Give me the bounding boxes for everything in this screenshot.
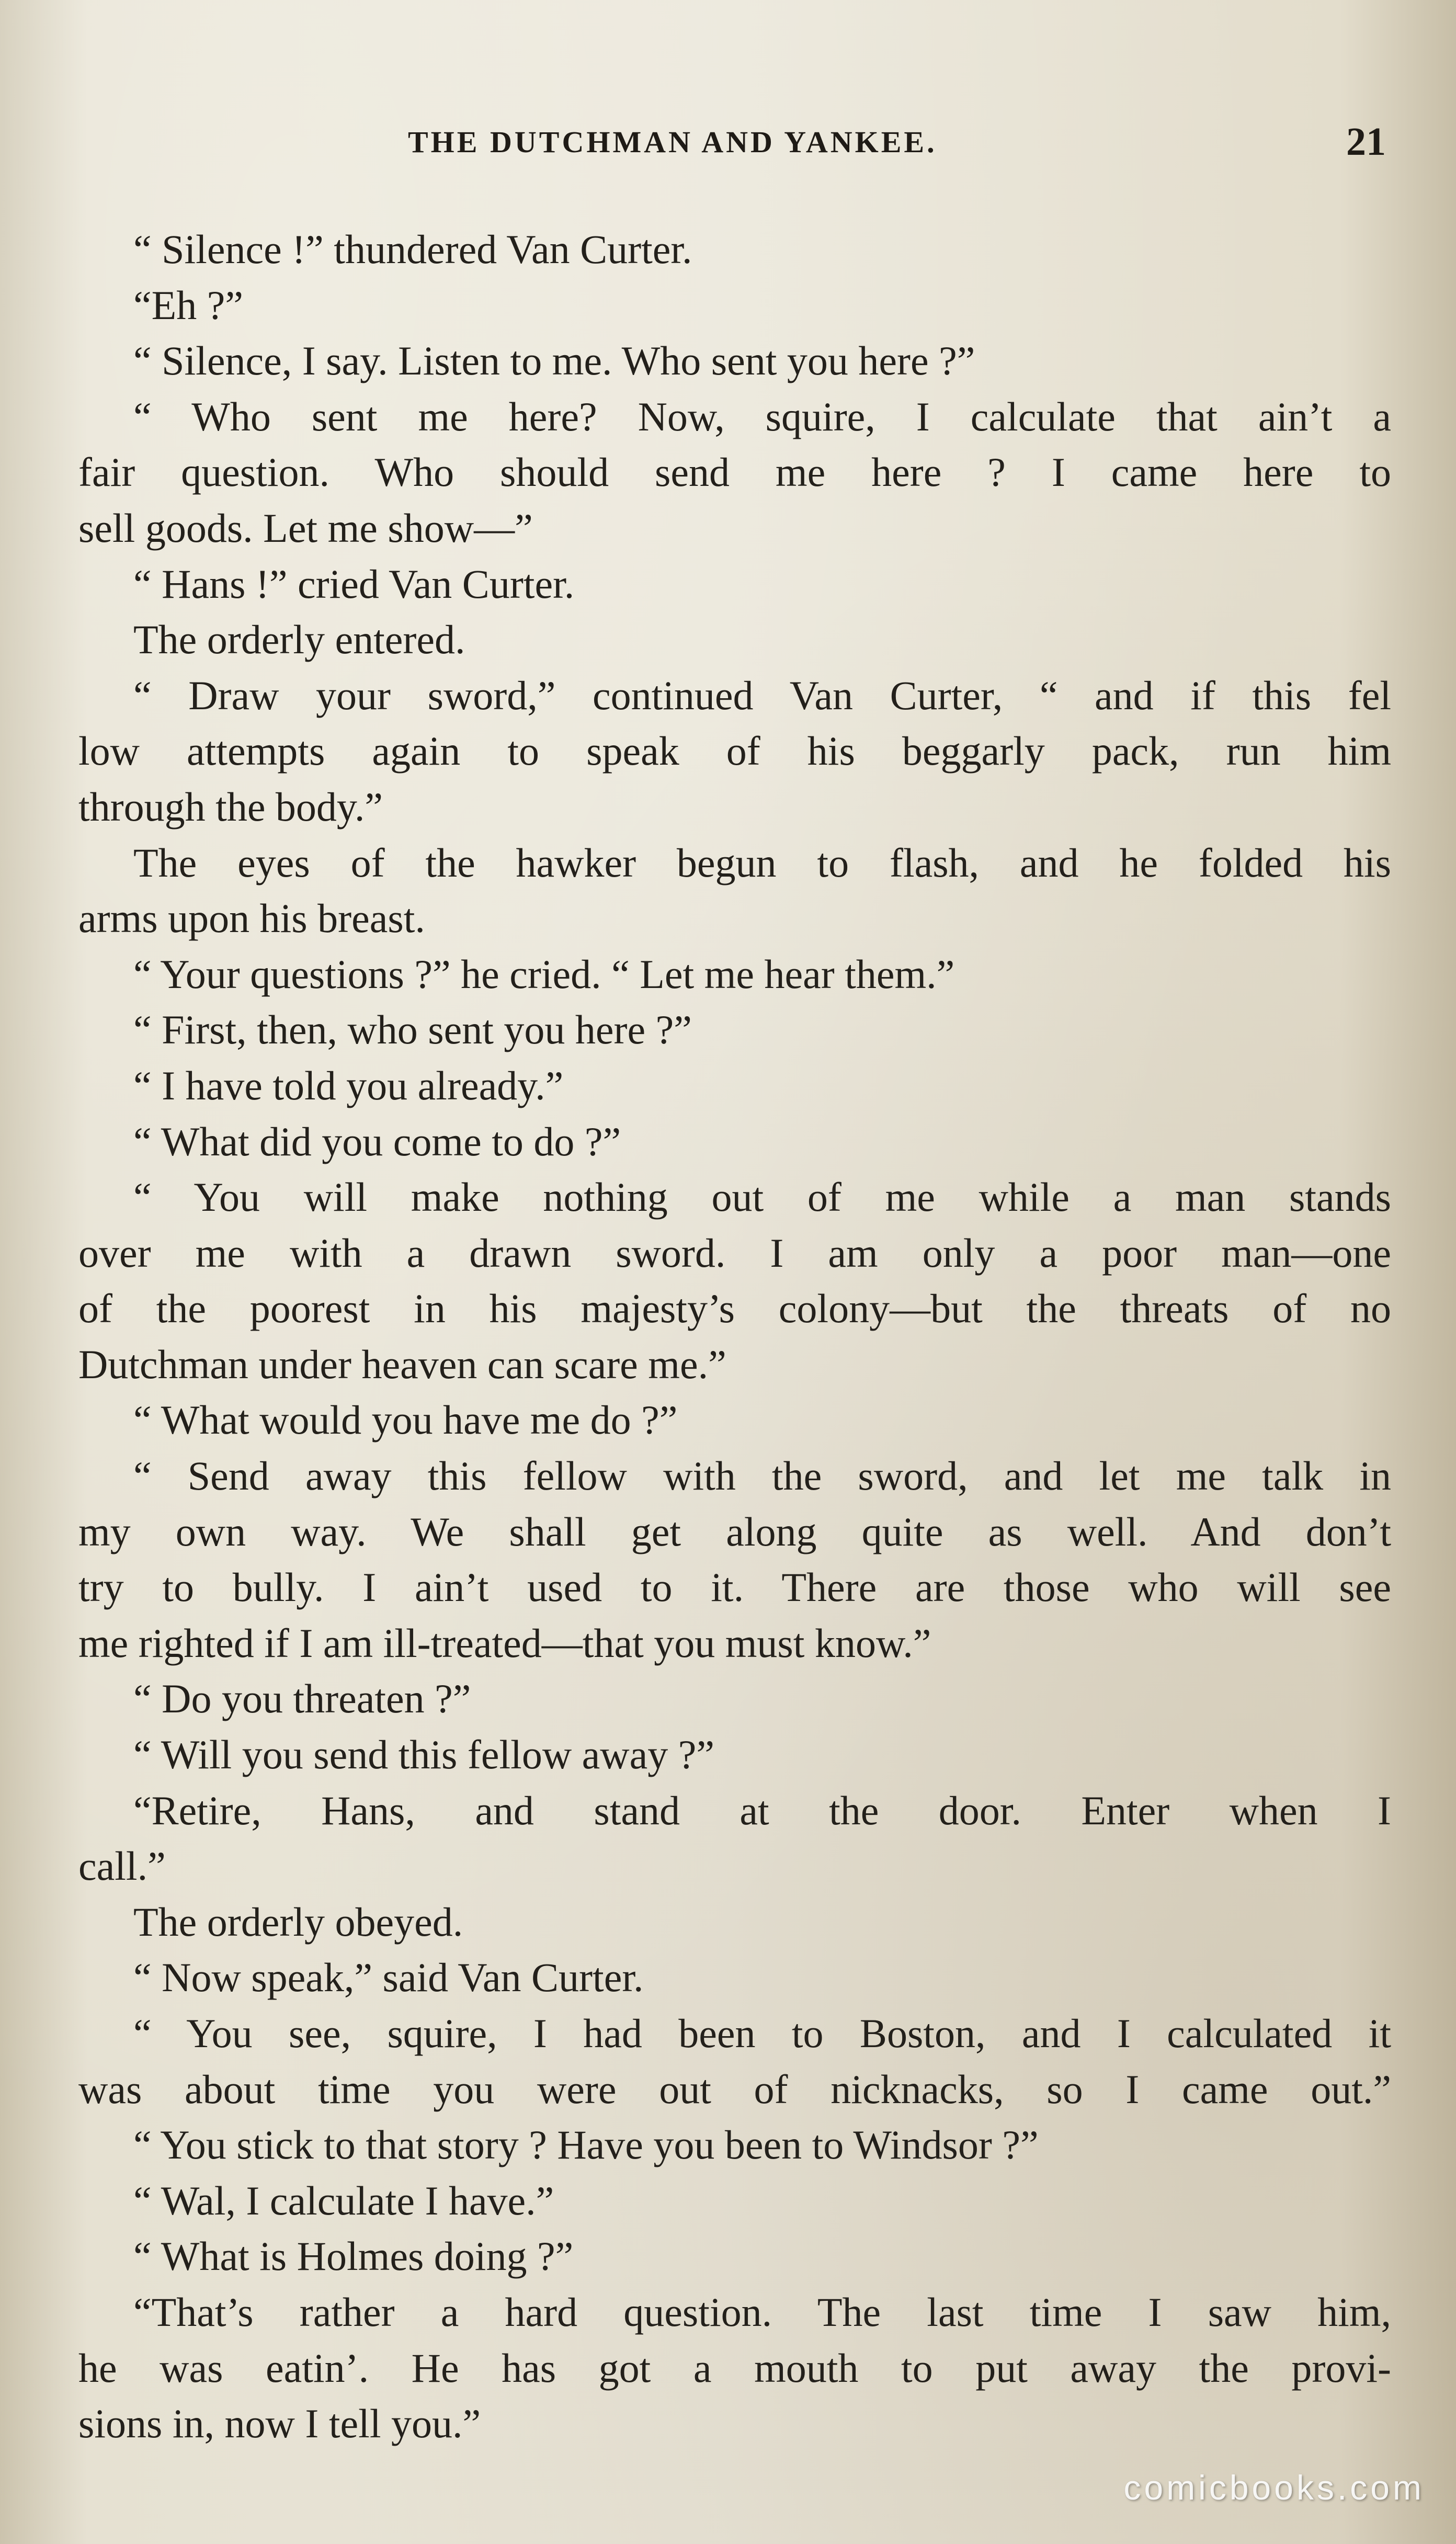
text-line: fair question. Who should send me here ? I came here to [78, 449, 1391, 495]
text-line: Dutchman under heaven can scare me.” [78, 1341, 726, 1387]
page-header [78, 119, 1386, 166]
text-line: “That’s rather a hard question. The last time I saw him, [133, 2289, 1391, 2335]
text-line: “ Silence !” thundered Van Curter. [133, 226, 692, 272]
text-line: sions in, now I tell you.” [78, 2401, 481, 2447]
text-line: call.” [78, 1843, 166, 1889]
page-number: 21 [1346, 120, 1386, 164]
text-line: “ Now speak,” said Van Curter. [133, 1955, 644, 2001]
running-title: THE DUTCHMAN AND YANKEE. [408, 125, 937, 159]
text-line: “Eh ?” [133, 282, 244, 328]
text-line: “ What did you come to do ?” [133, 1118, 621, 1164]
text-line: “ Wal, I calculate I have.” [133, 2177, 554, 2223]
text-line: he was eatin’. He has got a mouth to put away the provi- [78, 2345, 1391, 2391]
text-line: “ Who sent me here? Now, squire, I calculate that ain’t a [133, 393, 1391, 439]
text-line: of the poorest in his majesty’s colony—but the threats of no [78, 1286, 1391, 1332]
text-line: “ You see, squire, I had been to Boston, and I calculated it [133, 2011, 1391, 2056]
text-line: “ First, then, who sent you here ?” [133, 1007, 692, 1053]
text-line: try to bully. I ain’t used to it. There are those who will see [78, 1564, 1391, 1610]
text-line: “ I have told you already.” [133, 1062, 564, 1108]
text-line: over me with a drawn sword. I am only a poor man—one [78, 1230, 1391, 1276]
text-line: through the body.” [78, 783, 383, 830]
text-line: “ Do you threaten ?” [133, 1676, 471, 1722]
text-line: “ You stick to that story ? Have you been to Windsor ?” [133, 2122, 1039, 2168]
text-line: was about time you were out of nicknacks, so I came out.” [78, 2066, 1391, 2112]
text-line: my own way. We shall get along quite as well. And don’t [78, 1508, 1391, 1554]
text-line: The eyes of the hawker begun to flash, and he folded his [133, 839, 1391, 885]
text-line: arms upon his breast. [78, 895, 425, 941]
text-line: “Retire, Hans, and stand at the door. Enter when I [133, 1787, 1391, 1833]
text-line: “ Draw your sword,” continued Van Curter, “ and if this fel [133, 672, 1391, 718]
text-line: “ Will you send this fellow away ?” [133, 1732, 714, 1778]
text-line: sell goods. Let me show—” [78, 505, 533, 551]
text-line: “ What would you have me do ?” [133, 1397, 678, 1443]
watermark: comicbooks.com [1123, 2468, 1425, 2507]
text-line: The orderly obeyed. [133, 1899, 463, 1945]
text-line: “ Hans !” cried Van Curter. [133, 561, 575, 607]
text-line: low attempts again to speak of his beggarly pack, run him [78, 728, 1391, 774]
text-line: me righted if I am ill-treated—that you must know.” [78, 1620, 931, 1666]
text-line: “ What is Holmes doing ?” [133, 2233, 574, 2279]
text-line: “ Silence, I say. Listen to me. Who sent you here ?” [133, 338, 975, 384]
body-text [78, 222, 1391, 2452]
text-line: “ You will make nothing out of me while a man stands [133, 1174, 1391, 1220]
text-line: “ Your questions ?” he cried. “ Let me hear them.” [133, 951, 955, 997]
text-line: “ Send away this fellow with the sword, and let me talk in [133, 1453, 1391, 1499]
text-line: The orderly entered. [133, 617, 465, 663]
